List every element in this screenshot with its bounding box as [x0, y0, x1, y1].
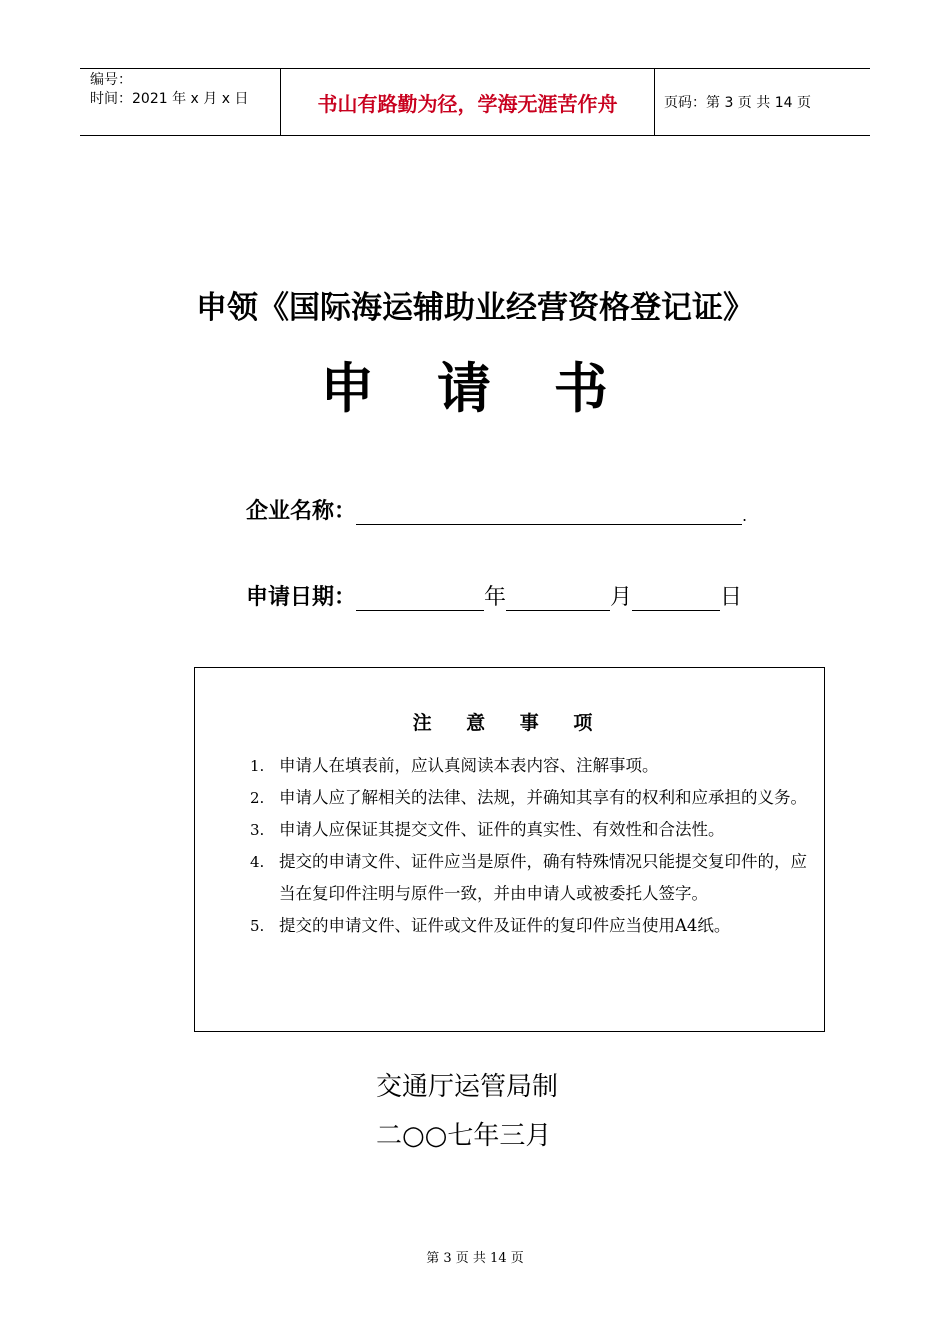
notice-item: [250, 910, 815, 942]
header-meta: [80, 69, 281, 135]
issuer-org: 交通厅运管局制: [376, 1072, 559, 1102]
notice-item-number: 3.: [250, 821, 265, 839]
notice-list: [250, 750, 815, 942]
notice-item: [250, 750, 815, 782]
application-date-row: [246, 580, 742, 611]
notice-item-text: 提交的申请文件、证件或文件及证件的复印件应当使用A4纸。: [279, 916, 731, 935]
company-name-label: 企业名称：: [246, 499, 357, 524]
day-unit: 日: [720, 585, 743, 610]
header-page-info: 页码：第 3 页 共 14 页: [664, 95, 811, 111]
notice-item: [250, 846, 815, 910]
document-title: 申领《国际海运辅助业经营资格登记证》: [196, 290, 754, 326]
notice-item-number: 2.: [250, 789, 265, 807]
notice-item-number: 4.: [250, 853, 265, 871]
document-subtitle: 申 请 书: [320, 356, 630, 420]
year-field[interactable]: [356, 586, 484, 611]
page-header: [80, 68, 870, 136]
company-name-end: .: [742, 506, 748, 525]
notice-item-text: 申请人应保证其提交文件、证件的真实性、有效性和合法性。: [279, 820, 725, 839]
issuer-date: 二○○七年三月: [376, 1121, 552, 1151]
company-name-field[interactable]: [356, 500, 742, 525]
page-footer: 第 3 页 共 14 页: [426, 1251, 524, 1266]
notice-item-text: 提交的申请文件、证件应当是原件，确有特殊情况只能提交复印件的，应当在复印件注明与原件一致，并由申请人或被委托人签字。: [279, 852, 807, 903]
notice-item-number: 1.: [250, 757, 265, 775]
company-name-row: [246, 494, 747, 525]
header-number: 编号：: [90, 72, 132, 88]
header-time: 时间：2021 年 x 月 x 日: [90, 91, 249, 107]
notice-box: [194, 667, 825, 1032]
year-unit: 年: [484, 585, 507, 610]
header-motto: 书山有路勤为径，学海无涯苦作舟: [281, 69, 655, 135]
notice-item-text: 申请人在填表前，应认真阅读本表内容、注解事项。: [279, 756, 659, 775]
month-field[interactable]: [506, 586, 610, 611]
notice-item: [250, 782, 815, 814]
notice-item: [250, 814, 815, 846]
day-field[interactable]: [632, 586, 720, 611]
month-unit: 月: [610, 585, 633, 610]
notice-title: 注 意 事 项: [412, 712, 607, 734]
notice-item-text: 申请人应了解相关的法律、法规，并确知其享有的权利和应承担的义务。: [279, 788, 807, 807]
notice-item-number: 5.: [250, 917, 265, 935]
application-date-label: 申请日期：: [246, 585, 357, 610]
